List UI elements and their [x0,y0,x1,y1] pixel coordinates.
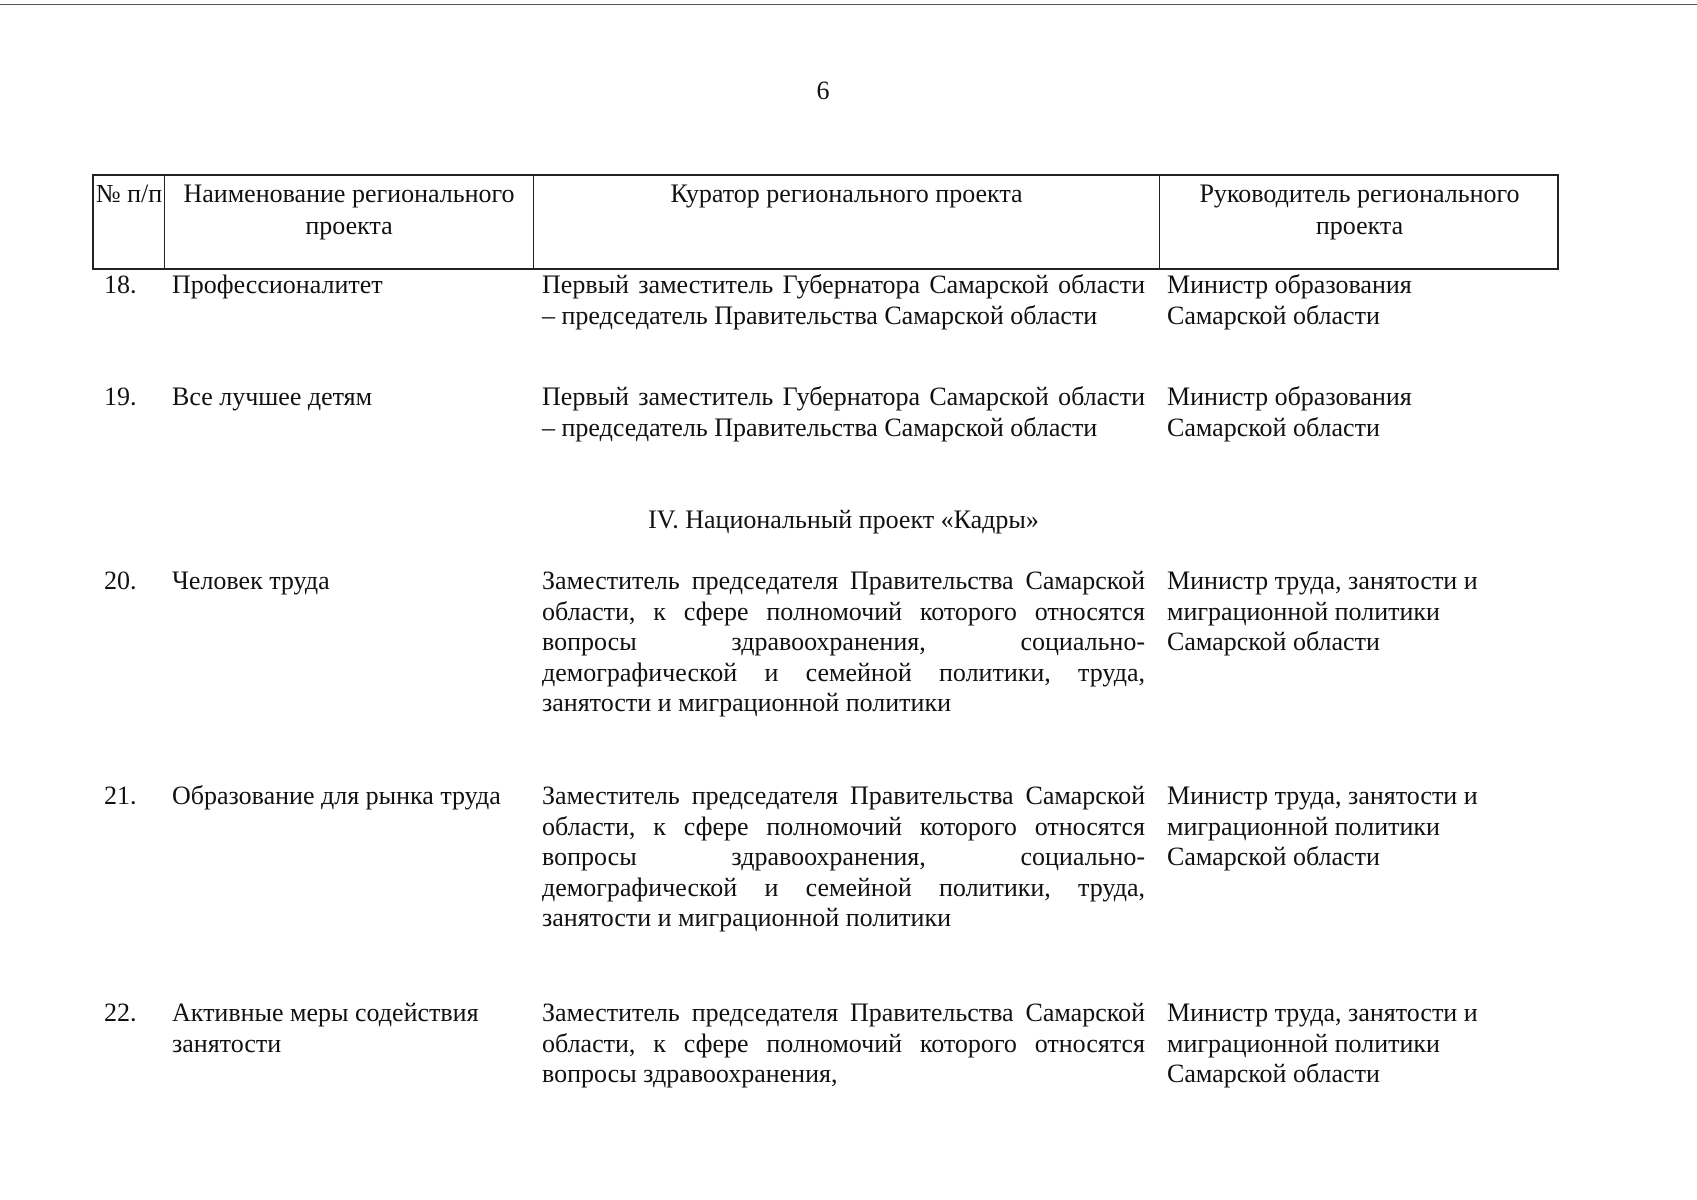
project-leader: Министр образования Самарской области [1167,270,1412,330]
table-header [92,174,1559,270]
project-leader: Министр труда, занятости и миграционной политики Самарской области [1167,998,1478,1088]
project-name: Образование для рынка труда [172,781,501,810]
page-number: 6 [816,76,830,105]
row-number: 21. [104,781,137,810]
project-name: Активные меры содействия занятости [172,998,479,1058]
row-number: 22. [104,998,137,1027]
project-curator: Заместитель председателя Правительства Самарской области, к сфере полномочий которого относятся вопросы здравоохранения, социально-демографической и семейной политики, труда, занятости и миграционной политики [542,781,1145,932]
project-leader: Министр труда, занятости и миграционной политики Самарской области [1167,781,1478,871]
project-name: Профессионалитет [172,270,383,299]
project-name: Все лучшее детям [172,382,373,411]
project-leader: Министр образования Самарской области [1167,382,1412,442]
header-number: № п/п [95,179,163,208]
project-curator: Заместитель председателя Правительства Самарской области, к сфере полномочий которого относятся вопросы здравоохранения, [542,998,1145,1088]
row-number: 19. [104,382,137,411]
project-curator: Первый заместитель Губернатора Самарской области – председатель Правительства Самарской области [542,270,1145,330]
section-title: IV. Национальный проект «Кадры» [648,505,1039,534]
row-number: 18. [104,270,137,299]
header-project-name: Наименование регионального проекта [164,176,533,268]
project-leader: Министр труда, занятости и миграционной политики Самарской области [1167,566,1478,656]
header-curator: Куратор регионального проекта [533,176,1159,268]
header-leader: Руководитель регионального проекта [1159,176,1559,268]
project-curator: Первый заместитель Губернатора Самарской области – председатель Правительства Самарской области [542,382,1145,442]
row-number: 20. [104,566,137,595]
project-curator: Заместитель председателя Правительства Самарской области, к сфере полномочий которого относятся вопросы здравоохранения, социально-демографической и семейной политики, труда, занятости и миграционной политики [542,566,1145,717]
project-name: Человек труда [172,566,330,595]
top-border-line [0,4,1697,5]
